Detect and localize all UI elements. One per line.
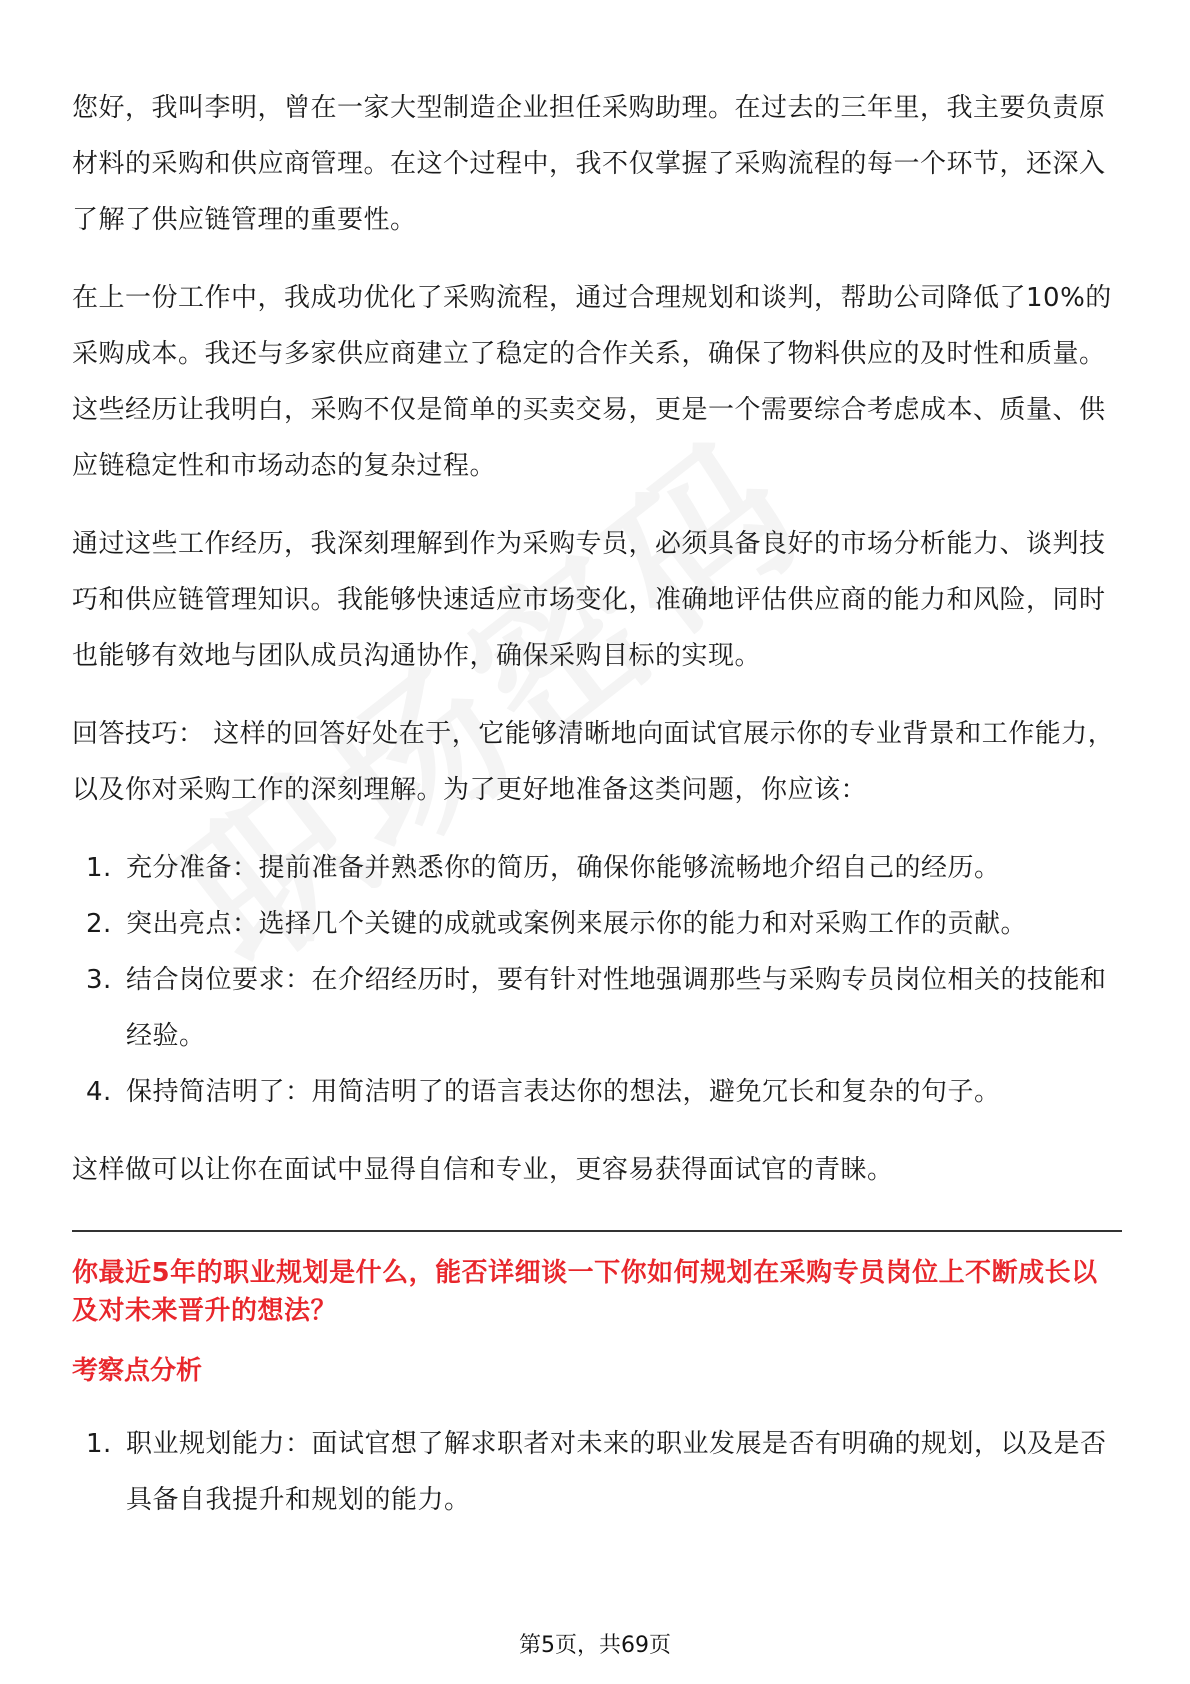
list-item [72,896,1122,952]
list-item-number: 3. [86,965,112,995]
list-item-number: 4. [86,1077,112,1107]
section-divider [72,1230,1122,1232]
list-item-text: 突出亮点：选择几个关键的成就或案例来展示你的能力和对采购工作的贡献。 [126,909,1028,939]
closing-paragraph: 这样做可以让你在面试中显得自信和专业，更容易获得面试官的青睐。 [72,1155,894,1185]
tips-intro-paragraph: 回答技巧： 这样的回答好处在于，它能够清晰地向面试官展示你的专业背景和工作能力，以及你对采购工作的深刻理解。为了更好地准备这类问题，你应该： [72,719,1115,805]
list-item-text: 结合岗位要求：在介绍经历时，要有针对性地强调那些与采购专员岗位相关的技能和经验。 [126,965,1107,1051]
analysis-list [72,1416,1122,1528]
list-item [72,952,1122,1064]
answer-paragraph-1: 您好，我叫李明，曾在一家大型制造企业担任采购助理。在过去的三年里，我主要负责原材料的采购和供应商管理。在这个过程中，我不仅掌握了采购流程的每一个环节，还深入了解了供应链管理的重要性。 [72,93,1106,235]
list-item-text: 充分准备：提前准备并熟悉你的简历，确保你能够流畅地介绍自己的经历。 [126,853,1001,883]
answer-paragraph-3: 通过这些工作经历，我深刻理解到作为采购专员，必须具备良好的市场分析能力、谈判技巧和供应链管理知识。我能够快速适应市场变化，准确地评估供应商的能力和风险，同时也能够有效地与团队成员沟通协作，确保采购目标的实现。 [72,529,1106,671]
tips-list [72,840,1122,1120]
list-item-number: 1. [86,1429,112,1459]
list-item-number: 1. [86,853,112,883]
list-item-text: 职业规划能力：面试官想了解求职者对未来的职业发展是否有明确的规划，以及是否具备自我提升和规划的能力。 [126,1429,1107,1515]
list-item-number: 2. [86,909,112,939]
answer-paragraph-2: 在上一份工作中，我成功优化了采购流程，通过合理规划和谈判，帮助公司降低了10%的采购成本。我还与多家供应商建立了稳定的合作关系，确保了物料供应的及时性和质量。这些经历让我明白，采购不仅是简单的买卖交易，更是一个需要综合考虑成本、质量、供应链稳定性和市场动态的复杂过程。 [72,283,1112,481]
interview-question: 你最近5年的职业规划是什么，能否详细谈一下你如何规划在采购专员岗位上不断成长以及对未来晋升的想法？ [72,1258,1098,1326]
list-item [72,840,1122,896]
document-content [72,80,1122,1550]
list-item-text: 保持简洁明了：用简洁明了的语言表达你的想法，避免冗长和复杂的句子。 [126,1077,1001,1107]
list-item [72,1064,1122,1120]
list-item [72,1416,1122,1528]
page-number-footer: 第5页，共69页 [519,1633,671,1658]
analysis-heading: 考察点分析 [72,1356,203,1386]
